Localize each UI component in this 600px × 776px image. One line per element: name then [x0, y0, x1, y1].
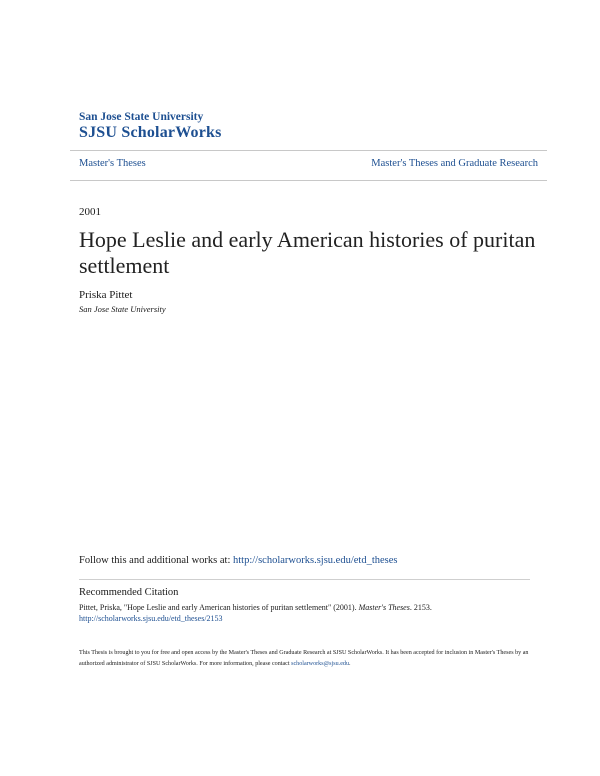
- citation-url-link[interactable]: http://scholarworks.sjsu.edu/etd_theses/2153: [79, 614, 223, 623]
- contact-email-link[interactable]: scholarworks@sjsu.edu: [291, 661, 349, 667]
- publication-year: 2001: [79, 206, 101, 218]
- collection-nav: [70, 150, 547, 181]
- author-name[interactable]: Priska Pittet: [79, 289, 133, 301]
- divider: [79, 579, 530, 580]
- citation-series: Master's Theses: [358, 603, 410, 612]
- masters-theses-link[interactable]: Master's Theses: [79, 158, 146, 169]
- repository-name[interactable]: SJSU ScholarWorks: [79, 124, 222, 141]
- recommended-citation-heading: Recommended Citation: [79, 587, 179, 598]
- access-statement: [79, 648, 529, 670]
- follow-text: Follow this and additional works at:: [79, 555, 233, 566]
- graduate-research-link[interactable]: Master's Theses and Graduate Research: [371, 158, 538, 169]
- follow-url-link[interactable]: http://scholarworks.sjsu.edu/etd_theses: [233, 555, 398, 566]
- citation-text: Pittet, Priska, "Hope Leslie and early American histories of puritan settlement" (2001).: [79, 603, 359, 612]
- author-affiliation: San Jose State University: [79, 304, 166, 314]
- follow-line: [79, 555, 397, 566]
- document-title[interactable]: Hope Leslie and early American histories of puritan settlement: [79, 227, 536, 278]
- repository-header: [79, 110, 222, 142]
- access-statement-text: This Thesis is brought to you for free and open access by the Master's Theses and Graduate Research at SJSU ScholarWorks. It has been accepted for inclusion in Master's Theses by an authorized administrator of SJSU ScholarWorks. For more information, please contact: [79, 650, 529, 667]
- citation-block: [79, 602, 539, 624]
- citation-number: . 2153.: [409, 603, 432, 612]
- access-statement-end: .: [349, 661, 351, 667]
- university-name[interactable]: San Jose State University: [79, 111, 204, 123]
